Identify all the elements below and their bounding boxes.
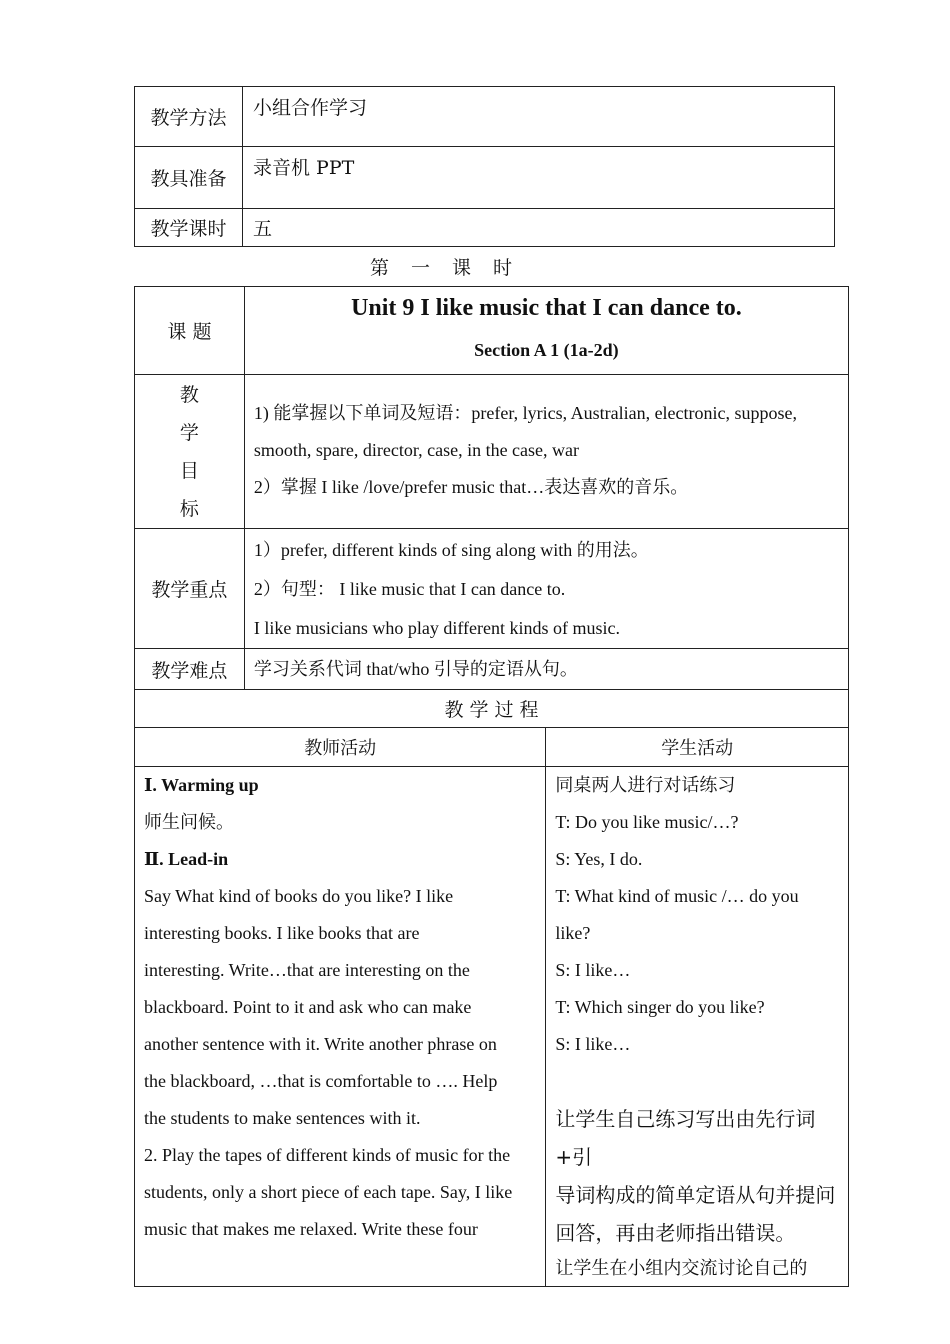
key-points-cell bbox=[244, 529, 848, 649]
key-point-line: I like musicians who play different kinds of music. bbox=[253, 618, 620, 638]
teacher-line: Ⅰ. Warming up bbox=[144, 775, 259, 795]
teacher-line: music that makes me relaxed. Write these four bbox=[144, 1219, 478, 1239]
student-line: T: Do you like music/…? bbox=[555, 812, 739, 832]
teacher-line: the students to make sentences with it. bbox=[144, 1108, 421, 1128]
student-line: S: I like… bbox=[555, 960, 631, 980]
teacher-line: 2. Play the tapes of different kinds of music for the bbox=[144, 1145, 511, 1165]
student-line: like? bbox=[555, 923, 591, 943]
lesson-heading: 第 一 课 时 bbox=[369, 257, 521, 279]
method-label: 教学方法 bbox=[135, 87, 243, 147]
difficulty-value: 学习关系代词 that/who 引导的定语从句。 bbox=[244, 649, 848, 690]
method-value: 小组合作学习 bbox=[243, 87, 835, 147]
topic-label: 课 题 bbox=[135, 287, 245, 375]
teacher-line: another sentence with it. Write another phrase on bbox=[144, 1034, 497, 1054]
goal-line: smooth, spare, director, case, in the case, war bbox=[253, 440, 580, 460]
materials-label: 教具准备 bbox=[135, 147, 243, 209]
section-title: Section A 1 (1a-2d) bbox=[474, 340, 619, 360]
goals-cell bbox=[244, 375, 848, 529]
info-table bbox=[134, 86, 835, 247]
teacher-activities bbox=[135, 767, 546, 1287]
key-points-label: 教学重点 bbox=[135, 529, 245, 649]
teacher-column-header: 教师活动 bbox=[135, 728, 546, 767]
teacher-line: the blackboard, …that is comfortable to …. Help bbox=[144, 1071, 498, 1091]
student-line: 让学生自己练习写出由先行词+引 bbox=[555, 1107, 816, 1169]
teacher-line: interesting books. I like books that are bbox=[144, 923, 420, 943]
student-activities bbox=[546, 767, 849, 1287]
student-line: 导词构成的简单定语从句并提问 bbox=[555, 1183, 836, 1207]
student-line: S: Yes, I do. bbox=[555, 849, 643, 869]
goal-line: 1) 能掌握以下单词及短语：prefer, lyrics, Australian, electronic, suppose, bbox=[253, 403, 798, 423]
lesson-plan-table bbox=[134, 286, 849, 1287]
student-column-header: 学生活动 bbox=[546, 728, 849, 767]
student-line: 回答，再由老师指出错误。 bbox=[555, 1221, 796, 1245]
student-line: 同桌两人进行对话练习 bbox=[555, 775, 736, 796]
student-line: 让学生在小组内交流讨论自己的 bbox=[555, 1258, 808, 1279]
periods-value: 五 bbox=[243, 209, 835, 247]
goals-label: 教 学 目 标 bbox=[135, 375, 245, 529]
teacher-line: Say What kind of books do you like? I like bbox=[144, 886, 454, 906]
periods-label: 教学课时 bbox=[135, 209, 243, 247]
student-line: T: What kind of music /… do you bbox=[555, 886, 799, 906]
key-point-line: 2）句型： I like music that I can dance to. bbox=[253, 579, 566, 599]
student-line: T: Which singer do you like? bbox=[555, 997, 765, 1017]
teacher-line: blackboard. Point to it and ask who can make bbox=[144, 997, 472, 1017]
process-header: 教 学 过 程 bbox=[135, 690, 849, 728]
teacher-line: 师生问候。 bbox=[144, 812, 234, 832]
teacher-line: Ⅱ. Lead-in bbox=[144, 849, 229, 869]
teacher-line: students, only a short piece of each tape. Say, I like bbox=[144, 1182, 513, 1202]
materials-value: 录音机 PPT bbox=[243, 147, 835, 209]
student-line: S: I like… bbox=[555, 1034, 631, 1054]
key-point-line: 1）prefer, different kinds of sing along with 的用法。 bbox=[253, 540, 649, 560]
unit-title: Unit 9 I like music that I can dance to. bbox=[351, 295, 742, 321]
difficulty-label: 教学难点 bbox=[135, 649, 245, 690]
teacher-line: interesting. Write…that are interesting on the bbox=[144, 960, 470, 980]
topic-cell bbox=[244, 287, 848, 375]
goal-line: 2）掌握 I like /love/prefer music that…表达喜欢的音乐。 bbox=[253, 477, 689, 497]
student-spacer bbox=[555, 1063, 848, 1100]
